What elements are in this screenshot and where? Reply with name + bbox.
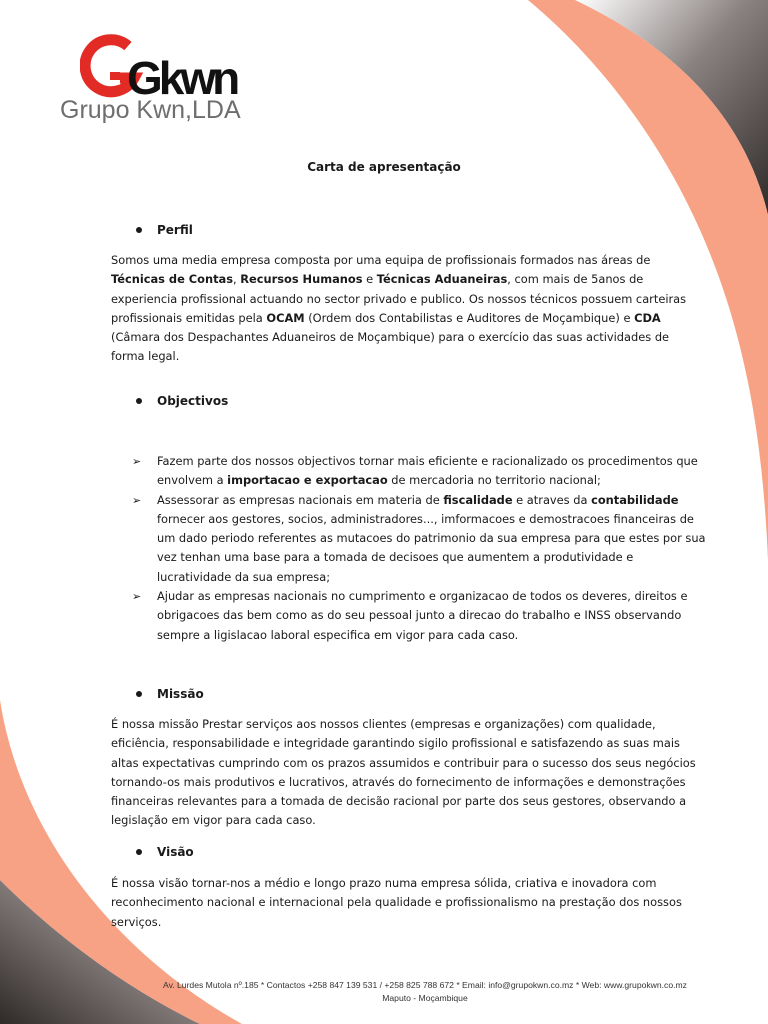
text-run: (Ordem dos Contabilistas e Auditores de Moçambique) e: [304, 310, 635, 325]
company-logo: [60, 32, 260, 127]
arrow-bullet-icon: ➢: [132, 493, 142, 507]
section-heading: [136, 845, 194, 859]
section-heading: [136, 223, 193, 237]
arrow-bullet-icon: ➢: [132, 590, 142, 604]
heading-text: Missão: [157, 687, 204, 701]
heading-text: Objectivos: [157, 394, 229, 408]
text-run: , com mais de 5anos de experiencia profissional actuando no sector privado e publico. Os nossos técnicos possuem carteiras profissionais emitidas pela: [111, 272, 687, 325]
bullet-icon: [136, 691, 142, 697]
list-item: [132, 587, 710, 645]
bold-term: CDA: [634, 310, 661, 325]
heading-text: Perfil: [157, 223, 193, 237]
text-run: e: [362, 272, 377, 287]
company-name: Grupo Kwn,LDA: [60, 96, 241, 124]
document-title: Carta de apresentação: [307, 160, 461, 174]
visao-paragraph: É nossa visão tornar-nos a médio e longo prazo numa empresa sólida, criativa e inovadora com reconhecimento nacional e internacional pela qualidade e profissionalismo na prestação dos nossos serviços.: [111, 876, 682, 929]
text-run: e atraves da: [512, 492, 592, 507]
bullet-icon: [136, 398, 142, 404]
bold-term: importacao e exportacao: [227, 473, 388, 488]
text-run: (Câmara dos Despachantes Aduaneiros de Moçambique) para o exercício das suas actividades de forma legal.: [111, 330, 670, 364]
text-run: de mercadoria no territorio nacional;: [387, 473, 601, 488]
text-run: Fazem parte dos nossos objectivos tornar mais eficiente e racionalizado os procedimentos que envolvem a: [157, 454, 698, 488]
bullet-icon: [136, 227, 142, 233]
bold-term: fiscalidade: [443, 492, 513, 507]
text-run: fornecer aos gestores, socios, administradores..., imformacoes e demostracoes financeiras de um dado periodo referentes as mutacoes do patrimonio da sua empresa para que estes por sua vez tenhan uma base para a tomada de decisoes que aumentem a produtividade e lucratividade da sua empresa;: [157, 511, 706, 584]
bold-term: Técnicas Aduaneiras: [376, 272, 508, 287]
section-heading: [136, 394, 228, 408]
text-run: ,: [232, 272, 241, 287]
logo-wordmark: Gkwn: [127, 52, 237, 100]
bold-term: Técnicas de Contas: [111, 272, 233, 287]
text-run: Ajudar as empresas nacionais no cumprimento e organizacao de todos os deveres, direitos e obrigacoes das bem como as do seu pessoal junto a direcao do trabalho e INSS observando sempre a ligislacao laboral especifica em vigor para cada caso.: [157, 589, 688, 642]
section-heading: [136, 687, 204, 701]
missao-paragraph: É nossa missão Prestar serviços aos nossos clientes (empresas e organizações) com qualidade, eficiência, responsabilidade e integridade garantindo sigilo profissional e satisfazendo as suas mais altas expectativas cumprindo com os prazos assumidos e contribuir para o sucesso dos seus negócios tornando-os mais produtivos e lucrativos, através do fornecimento de informações e demonstrações financeiras relevantes para a tomada de decisão racional por parte dos seus gestores, observando a legislação em vigor para cada caso.: [111, 717, 696, 828]
bold-term: OCAM: [266, 310, 305, 325]
heading-text: Visão: [157, 845, 194, 859]
perfil-paragraph: [111, 251, 701, 367]
list-item: [132, 452, 710, 491]
bold-term: Recursos Humanos: [240, 272, 363, 287]
logo-mark-icon: [80, 32, 240, 100]
arrow-bullet-icon: ➢: [132, 455, 142, 468]
page-footer: [120, 979, 730, 1005]
bold-term: contabilidade: [591, 492, 679, 507]
footer-contacts: Av. Lurdes Mutola nº.185 * Contactos +258 847 139 531 / +258 825 788 672 * Email: info@grupokwn.co.mz * Web: www.grupokwn.co.mz: [163, 980, 687, 990]
objectives-list: [132, 452, 710, 645]
text-run: Somos uma media empresa composta por uma equipa de profissionais formados nas áreas de: [111, 253, 651, 267]
footer-location: Maputo - Moçambique: [382, 993, 468, 1003]
list-item: [132, 491, 710, 587]
bullet-icon: [136, 849, 142, 855]
text-run: Assessorar as empresas nacionais em materia de: [157, 492, 444, 507]
